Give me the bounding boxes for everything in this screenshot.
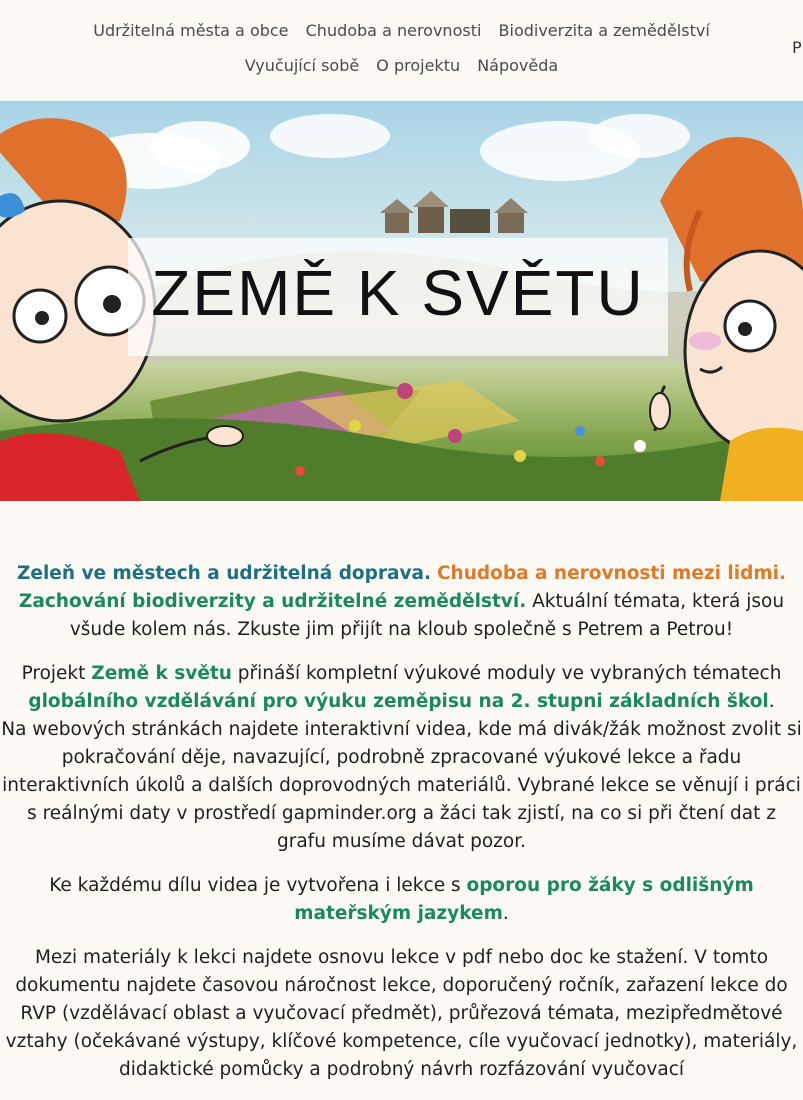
nav-link-help[interactable]: Nápověda: [477, 56, 559, 75]
nav-link-poverty[interactable]: Chudoba a nerovnosti: [305, 21, 482, 40]
project-paragraph: [0, 660, 803, 856]
support-paragraph: [0, 872, 803, 928]
topic-poverty: Chudoba a nerovnosti mezi lidmi.: [436, 563, 787, 584]
nav-row-secondary: [0, 56, 803, 75]
topic-cities: Zeleň ve městech a udržitelná doprava.: [16, 563, 432, 584]
nav-link-sustainable-cities[interactable]: Udržitelná města a obce: [93, 21, 289, 40]
hero-title: ZEMĚ K SVĚTU: [151, 257, 645, 329]
support-text-1: Ke každému dílu videa je vytvořena i lekce s: [49, 875, 461, 896]
project-text-2: přináší kompletní výukové moduly ve vybraných tématech: [237, 663, 782, 684]
huts: [380, 191, 528, 233]
nav-link-clipped[interactable]: P: [792, 38, 802, 57]
support-highlight: oporou pro žáky s odlišným mateřským jazykem: [294, 875, 754, 924]
support-text-2: .: [502, 903, 509, 924]
hero-banner: [0, 101, 803, 501]
project-text-3: .: [768, 691, 775, 712]
nav-row-primary: [0, 21, 803, 40]
materials-text: Mezi materiály k lekci najdete osnovu lekce v pdf nebo doc ke stažení. V tomto dokumentu najdete časovou náročnost lekce, doporučený ročník, zařazení lekce do RVP (vzdělávací oblast a vyučovací předmět), průřezová témata, mezipředmětové vztahy (očekávané výstupy, klíčové kompetence, cíle vyučovací jednotky), materiály, didaktické pomůcky a podrobný návrh rozfázování vyučovací: [5, 947, 798, 1080]
nav-link-about[interactable]: O projektu: [376, 56, 461, 75]
project-text-1: Projekt: [21, 663, 86, 684]
intro-content: [0, 560, 803, 1100]
nav-link-teachers[interactable]: Vyučující sobě: [244, 56, 360, 75]
nav-link-biodiversity[interactable]: Biodiverzita a zemědělství: [498, 21, 710, 40]
project-focus: globálního vzdělávání pro výuku zeměpisu na 2. stupni základních škol: [28, 691, 769, 712]
materials-paragraph: [0, 944, 803, 1084]
intro-text: Aktuální témata, která jsou všude kolem nás. Zkuste jim přijít na kloub společně s Petrem a Petrou!: [69, 591, 785, 640]
topic-biodiversity: Zachování biodiverzity a udržitelné zemědělství.: [18, 591, 527, 612]
top-navigation: [0, 0, 803, 100]
project-text-4: Na webových stránkách najdete interaktivní videa, kde má divák/žák možnost zvolit si pokračování děje, navazující, podrobně zpracované výukové lekce a řadu interaktivních úkolů a dalších doprovodných materiálů. Vybrané lekce se věnují i práci s reálnými daty v prostředí gapminder.org a žáci tak zjistí, na co si při čtení dat z grafu musíme dávat pozor.: [1, 719, 802, 852]
project-name: Země k světu: [91, 663, 232, 684]
intro-paragraph: [0, 560, 803, 644]
